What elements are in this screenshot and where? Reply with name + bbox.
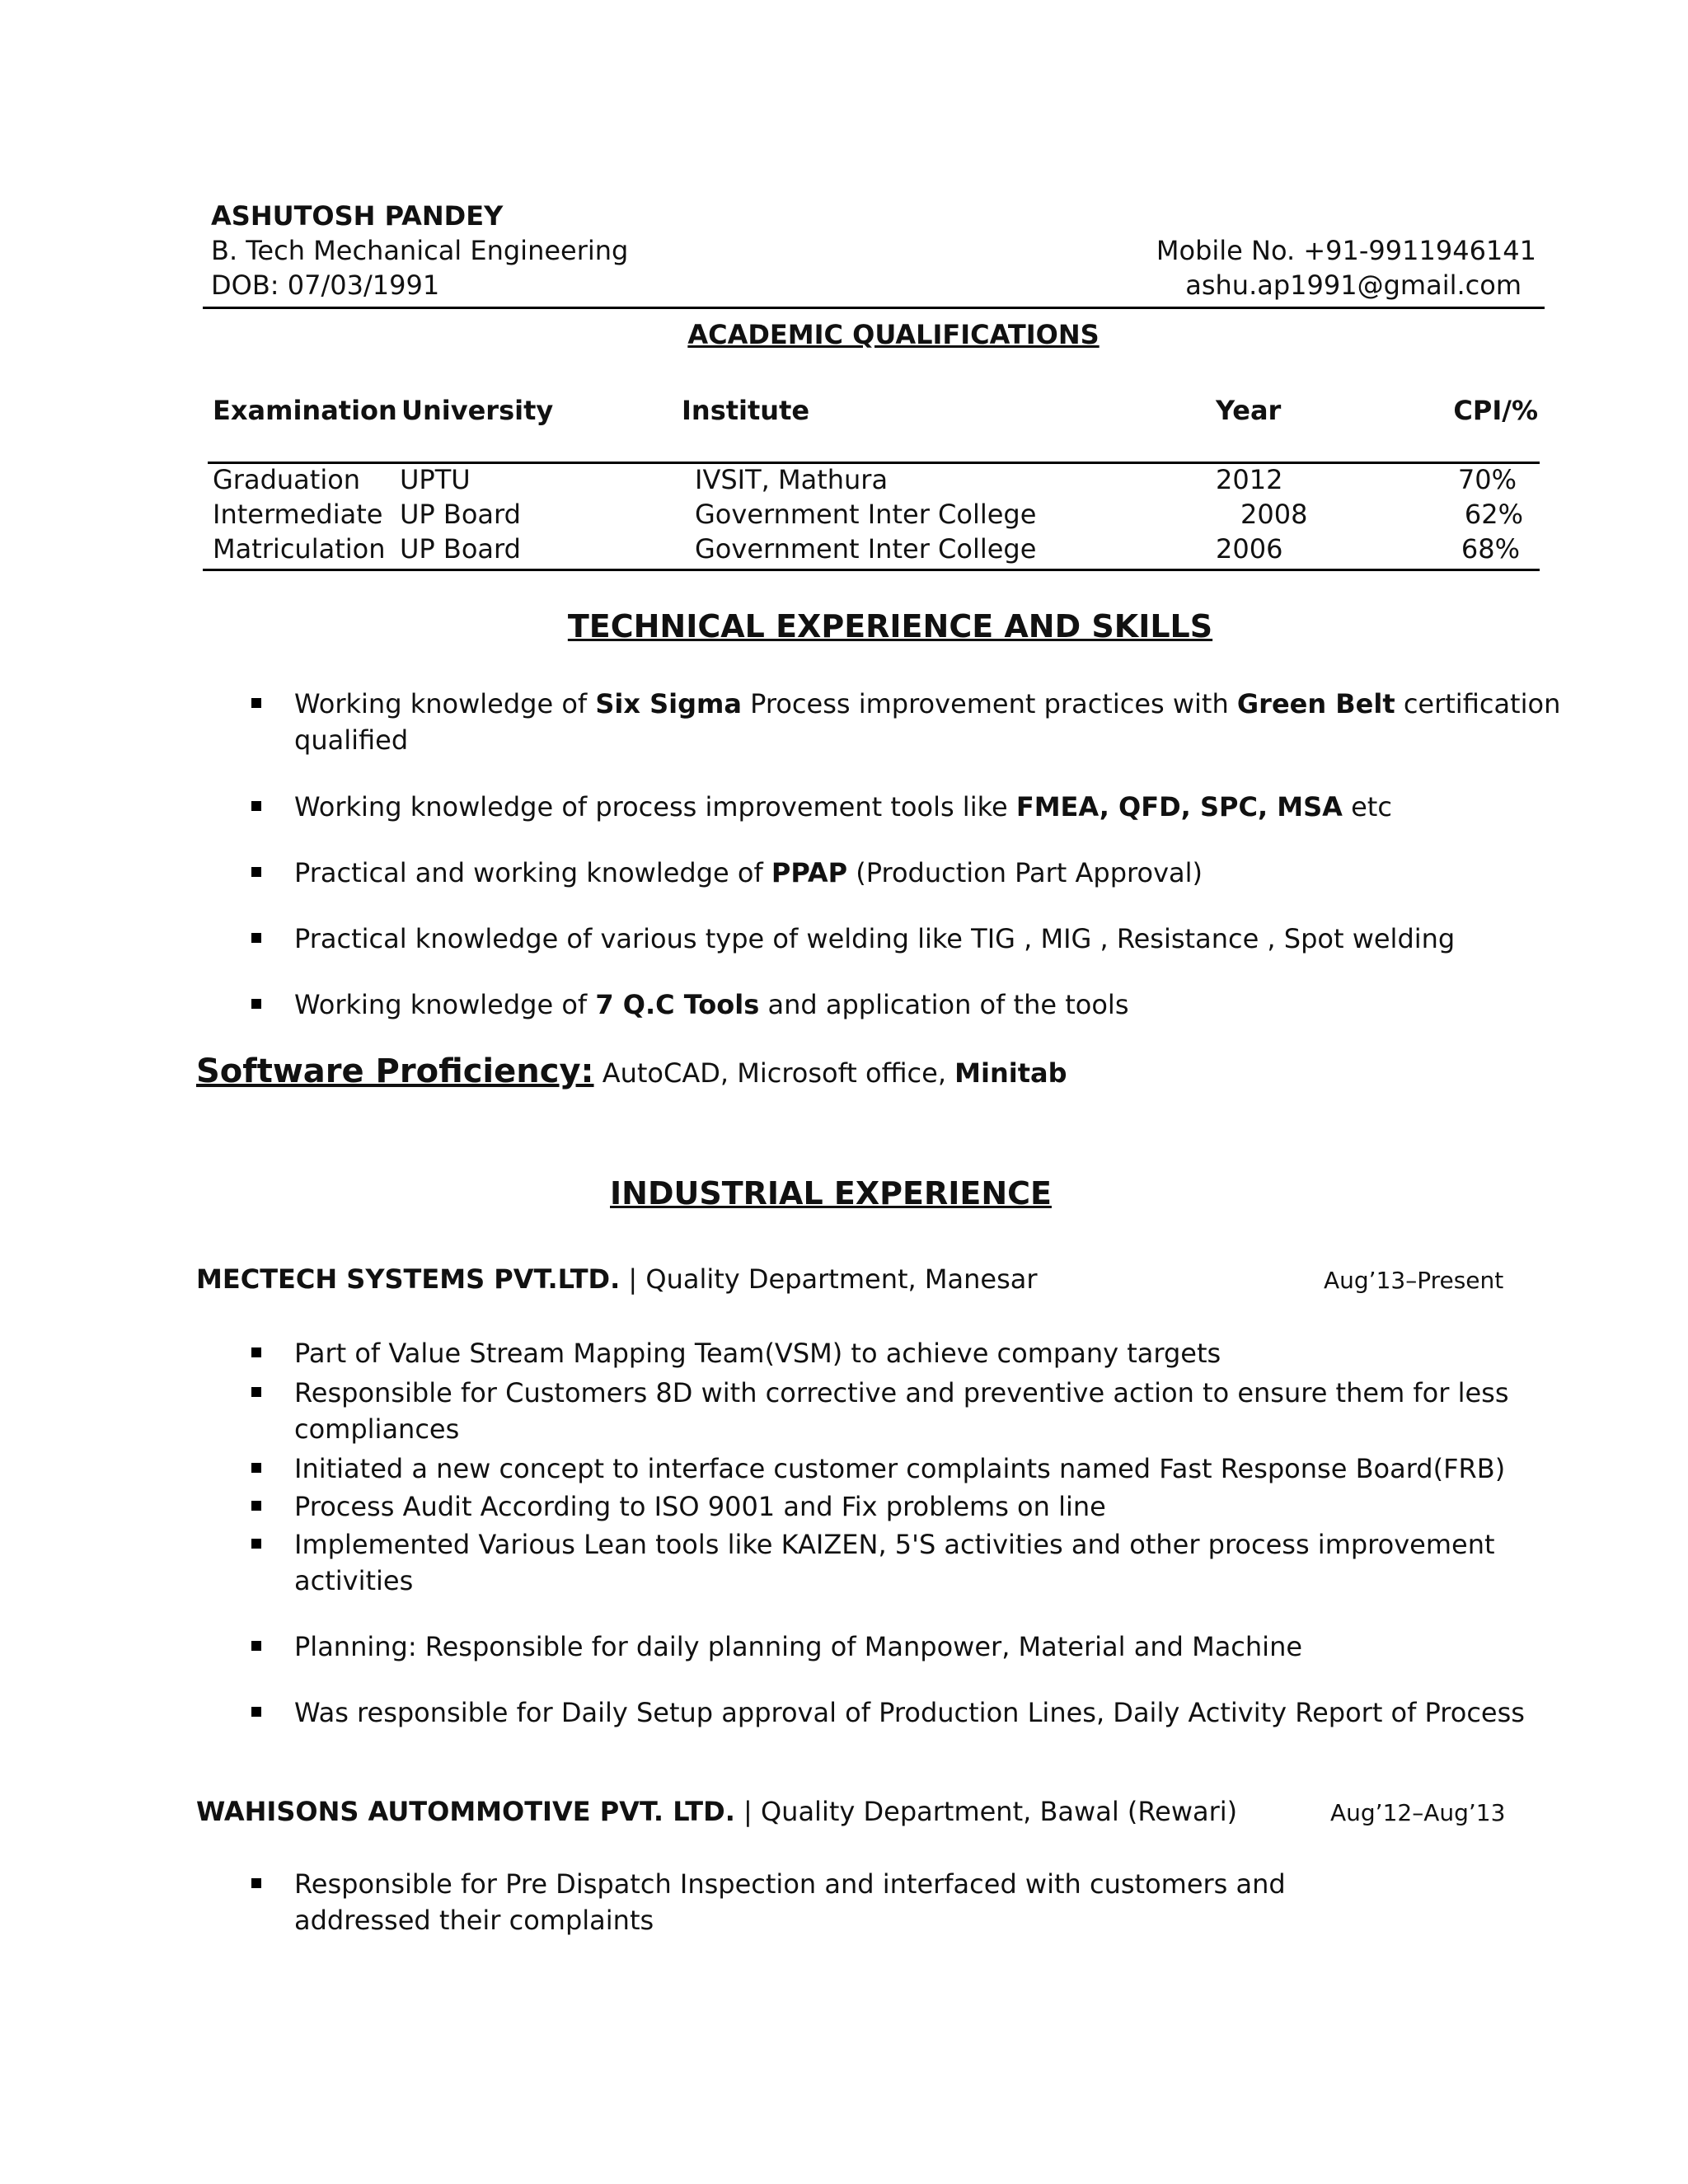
bullet-text (294, 921, 1455, 957)
software-list: AutoCAD, Microsoft office, (593, 1057, 955, 1089)
bullet-marker (251, 1501, 261, 1511)
table-cell: Graduation (213, 464, 361, 495)
bullet-marker (251, 1347, 261, 1357)
responsibility-text: Responsible for Pre Dispatch Inspection and interfaced with customers and (294, 1868, 1286, 1900)
col-header-university: University (401, 395, 554, 426)
company-name: WAHISONS AUTOMMOTIVE PVT. LTD. (196, 1796, 735, 1827)
software-label: Software Proficiency: (196, 1052, 594, 1090)
skill-highlight: FMEA, QFD, SPC, MSA (1015, 791, 1343, 823)
responsibility-text: Initiated a new concept to interface customer complaints named Fast Response Board(FRB) (294, 1453, 1506, 1484)
bullet-text-continued: activities (294, 1565, 414, 1596)
col-header-examination: Examination (213, 395, 397, 426)
bullet-text (294, 1694, 1525, 1731)
software-proficiency (196, 1052, 1067, 1093)
skill-item (294, 921, 1455, 957)
table-bottom-divider (203, 569, 1540, 571)
table-cell: 2008 (1240, 499, 1308, 530)
skill-text: Working knowledge of (294, 989, 596, 1020)
table-cell: Intermediate (213, 499, 383, 530)
table-cell: UPTU (400, 464, 471, 495)
skill-text: etc (1342, 791, 1392, 823)
responsibility-text: Was responsible for Daily Setup approval of Production Lines, Daily Activity Report of Process (294, 1697, 1525, 1728)
bullet-marker (251, 1878, 261, 1888)
job-dates: Aug’13–Present (1324, 1267, 1504, 1294)
skill-highlight: PPAP (771, 857, 848, 888)
bullet-text (294, 987, 1128, 1023)
bullet-text (294, 1526, 1495, 1563)
responsibility-text: Planning: Responsible for daily planning of Manpower, Material and Machine (294, 1631, 1303, 1662)
responsibility-text: Process Audit According to ISO 9001 and Fix problems on line (294, 1491, 1106, 1522)
company-name: MECTECH SYSTEMS PVT.LTD. (196, 1263, 621, 1295)
skill-item (294, 855, 1203, 891)
skill-text: Process improvement practices with (741, 688, 1237, 719)
responsibility-item (294, 1451, 1505, 1487)
table-cell: 2006 (1216, 533, 1283, 565)
skill-item (294, 686, 1560, 758)
bullet-marker (251, 801, 261, 811)
mobile-number: Mobile No. +91-9911946141 (1156, 235, 1536, 266)
skill-highlight: 7 Q.C Tools (595, 989, 760, 1020)
responsibility-item (294, 1335, 1221, 1371)
bullet-marker (251, 867, 261, 877)
col-header-year: Year (1216, 395, 1282, 426)
table-cell: IVSIT, Mathura (695, 464, 889, 495)
skill-text: certification (1395, 688, 1561, 719)
email-address: ashu.ap1991@gmail.com (1185, 269, 1522, 301)
responsibility-text: Implemented Various Lean tools like KAIZEN, 5'S activities and other process improvement (294, 1529, 1495, 1560)
table-cell: 70% (1457, 464, 1517, 495)
table-cell: UP Board (400, 499, 521, 530)
bullet-text (294, 1629, 1302, 1665)
skill-text: Working knowledge of (294, 688, 596, 719)
header-divider (203, 307, 1545, 309)
bullet-marker (251, 1539, 261, 1549)
skill-text: and application of the tools (759, 989, 1129, 1020)
bullet-marker (251, 698, 261, 708)
bullet-text (294, 789, 1392, 825)
degree: B. Tech Mechanical Engineering (211, 235, 629, 266)
responsibility-text: Responsible for Customers 8D with corrective and preventive action to ensure them for less (294, 1377, 1509, 1408)
responsibility-item (294, 1526, 1495, 1599)
table-cell: 68% (1461, 533, 1520, 565)
skill-highlight: Green Belt (1236, 688, 1395, 719)
technical-section-title: TECHNICAL EXPERIENCE AND SKILLS (567, 608, 1213, 644)
date-of-birth: DOB: 07/03/1991 (211, 269, 440, 301)
skill-text: Working knowledge of process improvement tools like (294, 791, 1016, 823)
department: | Quality Department, Bawal (Rewari) (743, 1796, 1238, 1827)
table-cell: Government Inter College (695, 499, 1037, 530)
responsibility-item (294, 1694, 1525, 1731)
candidate-name: ASHUTOSH PANDEY (211, 200, 504, 232)
bullet-text (294, 1488, 1106, 1525)
bullet-text-continued: qualified (294, 724, 409, 756)
bullet-text (294, 1451, 1505, 1487)
responsibility-item (294, 1866, 1286, 1938)
responsibility-item (294, 1629, 1302, 1665)
skill-text: Practical knowledge of various type of welding like TIG , MIG , Resistance , Spot welding (294, 923, 1456, 954)
table-cell: Government Inter College (695, 533, 1037, 565)
responsibility-text: Part of Value Stream Mapping Team(VSM) to achieve company targets (294, 1338, 1221, 1369)
bullet-marker (251, 1641, 261, 1651)
bullet-marker (251, 933, 261, 943)
software-highlight: Minitab (954, 1057, 1067, 1089)
bullet-text (294, 855, 1203, 891)
table-cell: UP Board (400, 533, 521, 565)
skill-text: Practical and working knowledge of (294, 857, 771, 888)
table-cell: 62% (1464, 499, 1523, 530)
job-dates: Aug’12–Aug’13 (1330, 1799, 1506, 1826)
skill-highlight: Six Sigma (595, 688, 742, 719)
table-cell: 2012 (1216, 464, 1283, 495)
bullet-text (294, 1866, 1286, 1902)
job-heading (196, 1263, 1038, 1296)
bullet-text (294, 686, 1560, 722)
bullet-marker (251, 1463, 261, 1473)
responsibility-item (294, 1488, 1106, 1525)
skill-item (294, 987, 1128, 1023)
bullet-text (294, 1335, 1221, 1371)
bullet-text (294, 1375, 1509, 1411)
bullet-marker (251, 1387, 261, 1397)
col-header-institute: Institute (682, 395, 810, 426)
department: | Quality Department, Manesar (628, 1263, 1038, 1295)
skill-item (294, 789, 1392, 825)
job-heading (196, 1795, 1237, 1828)
skill-text: (Production Part Approval) (847, 857, 1203, 888)
table-cell: Matriculation (213, 533, 386, 565)
academic-section-title: ACADEMIC QUALIFICATIONS (687, 319, 1100, 350)
bullet-text-continued: compliances (294, 1413, 460, 1445)
bullet-text-continued: addressed their complaints (294, 1905, 654, 1936)
responsibility-item (294, 1375, 1509, 1447)
bullet-marker (251, 1707, 261, 1717)
bullet-marker (251, 999, 261, 1009)
industrial-section-title: INDUSTRIAL EXPERIENCE (610, 1175, 1052, 1212)
col-header-cpi: CPI/% (1453, 395, 1538, 426)
